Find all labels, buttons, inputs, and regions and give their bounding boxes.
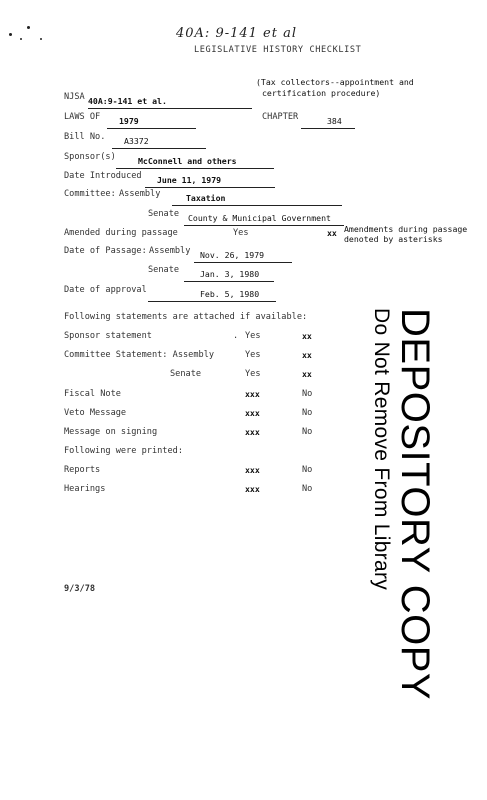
printed-label: Reports (64, 465, 101, 475)
bill-no-field (112, 131, 206, 149)
statement-yes: Yes (245, 369, 261, 379)
page-title: LEGISLATIVE HISTORY CHECKLIST (194, 45, 362, 55)
chapter-label: CHAPTER (262, 112, 299, 122)
bill-no-value: A3372 (124, 136, 149, 146)
amended-label: Amended during passage (64, 228, 178, 238)
approval-value: Feb. 5, 1980 (200, 289, 260, 299)
speck-3 (20, 38, 22, 40)
amended-note-line-2: denoted by asterisks (344, 234, 443, 244)
date-introduced-field (145, 170, 275, 188)
committee-label: Committee: (64, 189, 116, 199)
statement-tick: . (233, 331, 239, 341)
subject-note-line-1: (Tax collectors--appointment and (256, 77, 414, 87)
statement-label: Veto Message (64, 408, 127, 418)
statement-label: Sponsor statement (64, 331, 152, 341)
statement-no: xx (302, 350, 312, 360)
statement-yes: xxx (245, 427, 260, 437)
njsa-field (88, 91, 252, 109)
date-introduced-value: June 11, 1979 (157, 175, 222, 185)
statements-heading: Following statements are attached if available: (64, 312, 308, 322)
committee-assembly-value: Taxation (186, 193, 226, 203)
approval-label: Date of approval (64, 285, 147, 295)
sponsors-label: Sponsor(s) (64, 152, 116, 162)
sponsors-value: McConnell and others (138, 156, 237, 166)
passage-assembly-label: Assembly (149, 246, 191, 256)
statement-label: Fiscal Note (64, 389, 121, 399)
statement-yes: Yes (245, 331, 261, 341)
printed-yes: xxx (245, 465, 260, 475)
handwritten-citation: 40A: 9-141 et al (176, 26, 298, 41)
approval-field (148, 284, 276, 302)
statement-yes: xxx (245, 389, 260, 399)
passage-assembly-field (194, 245, 292, 263)
statement-no: xx (302, 331, 312, 341)
committee-assembly-label: Assembly (119, 189, 161, 199)
passage-label: Date of Passage: (64, 246, 147, 256)
subject-note-line-2: certification procedure) (262, 88, 381, 98)
printed-label: Hearings (64, 484, 106, 494)
date-introduced-label: Date Introduced (64, 171, 142, 181)
speck-2 (27, 26, 30, 29)
chapter-value: 384 (327, 116, 342, 126)
printed-no: No (302, 465, 313, 475)
statement-label: Senate (170, 369, 202, 379)
footer-code: 9/3/78 (64, 584, 96, 594)
laws-of-value: 1979 (119, 116, 139, 126)
statement-label: Committee Statement: Assembly (64, 350, 215, 360)
amended-yes: Yes (233, 228, 249, 238)
njsa-value: 40A:9-141 et al. (88, 96, 167, 106)
njsa-label: NJSA (64, 92, 85, 102)
statement-no: xx (302, 369, 312, 379)
bill-no-label: Bill No. (64, 132, 106, 142)
committee-assembly-field (172, 188, 342, 206)
printed-heading: Following were printed: (64, 446, 183, 456)
sponsors-field (116, 151, 274, 169)
speck-1 (9, 33, 12, 36)
statement-no: No (302, 427, 313, 437)
printed-no: No (302, 484, 313, 494)
passage-senate-label: Senate (148, 265, 180, 275)
depository-stamp-line-1: DEPOSITORY COPY (393, 308, 437, 701)
amended-mark: xx (327, 228, 337, 238)
committee-senate-field (184, 208, 344, 226)
statement-yes: xxx (245, 408, 260, 418)
committee-senate-label: Senate (148, 209, 180, 219)
statement-no: No (302, 389, 313, 399)
passage-senate-field (184, 264, 274, 282)
chapter-field (301, 111, 355, 129)
statement-no: No (302, 408, 313, 418)
passage-assembly-value: Nov. 26, 1979 (200, 250, 265, 260)
laws-of-label: LAWS OF (64, 112, 101, 122)
depository-stamp-line-2: Do Not Remove From Library (370, 308, 393, 591)
amended-note-line-1: Amendments during passage (344, 224, 468, 234)
speck-4 (40, 38, 42, 40)
passage-senate-value: Jan. 3, 1980 (200, 269, 260, 279)
printed-yes: xxx (245, 484, 260, 494)
statement-label: Message on signing (64, 427, 158, 437)
laws-of-field (107, 111, 196, 129)
statement-yes: Yes (245, 350, 261, 360)
committee-senate-value: County & Municipal Government (188, 213, 331, 223)
